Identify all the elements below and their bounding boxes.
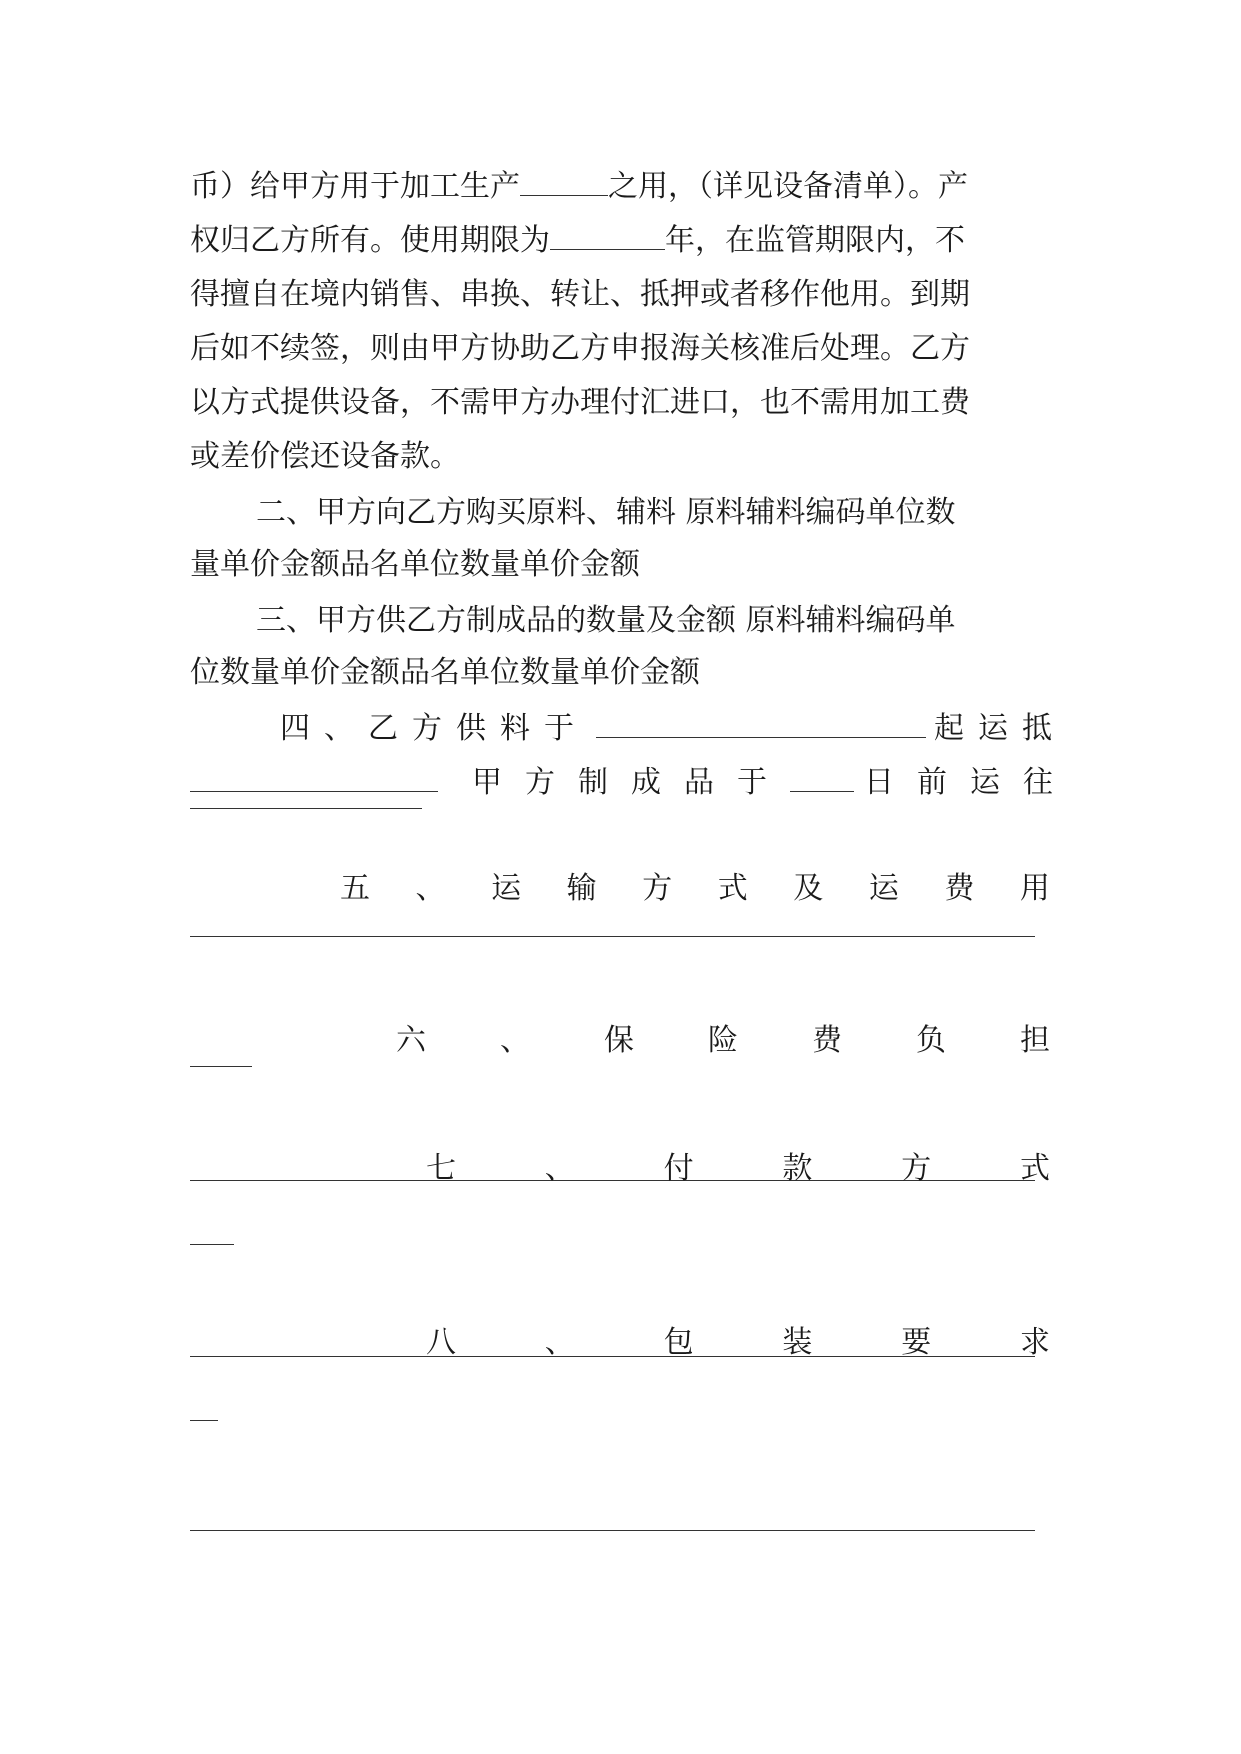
- paragraph-line: 以方式提供设备，不需甲方办理付汇进口，也不需用加工费: [190, 385, 970, 420]
- heading-char: 、: [500, 1023, 530, 1058]
- heading-char: 包: [663, 1325, 694, 1360]
- section-3-line: 位数量单价金额品名单位数量单价金额: [190, 655, 700, 690]
- heading-char: 款: [782, 1151, 813, 1186]
- fill-blank: [596, 707, 926, 738]
- section-4-line: [190, 754, 1076, 812]
- fill-blank: [520, 165, 608, 196]
- heading-char: 费: [944, 871, 975, 906]
- heading-char: 运: [491, 871, 522, 906]
- heading-char: 输: [566, 871, 597, 906]
- heading-char: 付: [663, 1151, 694, 1186]
- section-4-line: [280, 700, 1066, 758]
- heading-char: 八: [426, 1325, 456, 1360]
- fill-blank: [190, 1244, 234, 1245]
- paragraph-line: 或差价偿还设备款。: [190, 439, 460, 474]
- fill-blank: [790, 761, 854, 792]
- fill-blank: [190, 936, 1035, 937]
- heading-char: 、: [544, 1151, 575, 1186]
- fill-blank: [190, 808, 422, 809]
- heading-char: 、: [415, 871, 446, 906]
- text-segment: 甲方制成品于: [472, 765, 790, 800]
- text-segment: 日前运往: [864, 765, 1076, 800]
- heading-char: 费: [812, 1023, 842, 1058]
- fill-blank: [190, 1066, 252, 1067]
- paragraph-line: 后如不续签，则由甲方协助乙方申报海关核准后处理。乙方: [190, 331, 970, 366]
- section-2-line: 量单价金额品名单位数量单价金额: [190, 547, 640, 582]
- paragraph-line: 得擅自在境内销售、串换、转让、抵押或者移作他用。到期: [190, 277, 970, 312]
- text-segment: 四、乙方供料于: [280, 711, 588, 746]
- fill-blank: [550, 219, 665, 250]
- section-6-heading: [396, 1012, 1050, 1070]
- text-segment: 起运抵: [934, 711, 1066, 746]
- section-8-heading: [426, 1314, 1050, 1372]
- section-7-heading: [426, 1140, 1050, 1198]
- paragraph-line: [190, 158, 1050, 216]
- heading-char: 、: [544, 1325, 575, 1360]
- heading-char: 七: [426, 1151, 456, 1186]
- text-segment: 权归乙方所有。使用期限为: [190, 223, 550, 258]
- heading-char: 六: [396, 1023, 426, 1058]
- heading-char: 用: [1019, 871, 1050, 906]
- fill-blank: [190, 1530, 1035, 1531]
- fill-blank: [190, 1420, 218, 1421]
- heading-char: 要: [901, 1325, 932, 1360]
- fill-blank: [190, 761, 438, 792]
- section-2-line: 二、甲方向乙方购买原料、辅料 原料辅料编码单位数: [256, 495, 956, 530]
- heading-char: 五: [340, 871, 370, 906]
- heading-char: 运: [868, 871, 899, 906]
- heading-char: 式: [1019, 1151, 1050, 1186]
- heading-char: 方: [901, 1151, 932, 1186]
- text-segment: 币）给甲方用于加工生产: [190, 169, 520, 204]
- section-5-heading: [340, 860, 1050, 918]
- heading-char: 方: [642, 871, 673, 906]
- text-segment: 年，在监管期限内，不: [665, 223, 965, 258]
- text-segment: 之用，（详见设备清单）。产: [608, 169, 968, 204]
- heading-char: 求: [1019, 1325, 1050, 1360]
- paragraph-line: [190, 212, 1050, 270]
- heading-char: 装: [782, 1325, 813, 1360]
- heading-char: 担: [1020, 1023, 1050, 1058]
- heading-char: 及: [793, 871, 824, 906]
- heading-char: 式: [717, 871, 748, 906]
- section-3-line: 三、甲方供乙方制成品的数量及金额 原料辅料编码单: [256, 603, 956, 638]
- heading-char: 保: [604, 1023, 634, 1058]
- heading-char: 负: [916, 1023, 946, 1058]
- heading-char: 险: [708, 1023, 738, 1058]
